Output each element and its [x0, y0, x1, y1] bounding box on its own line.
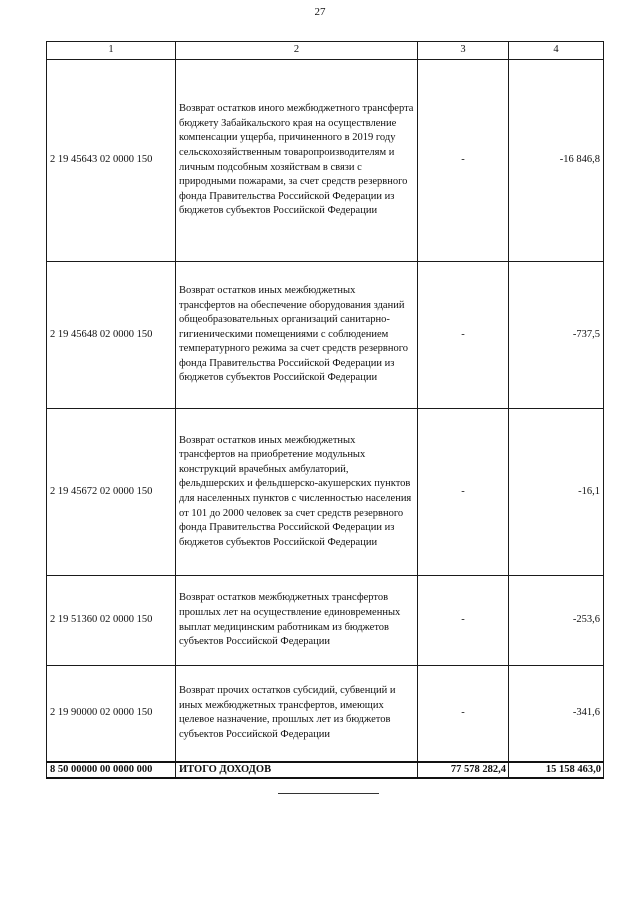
row-code: 2 19 45648 02 0000 150 [47, 262, 176, 409]
total-code: 8 50 00000 00 0000 000 [47, 762, 176, 778]
row-description: Возврат остатков иных межбюджетных трансфертов на приобретение модульных конструкций врачебных амбулаторий, фельдшерских и фельдшерско-акушерских пунктов для населенных пунктов с численностью населения от 101 до 2000 человек за счет средств резервного фонда Правительства Российской Федерации из бюджетов субъектов Российской Федерации [176, 409, 418, 576]
table-row [47, 666, 604, 762]
total-value-col4: 15 158 463,0 [509, 762, 604, 778]
row-value-col4: -253,6 [509, 576, 604, 666]
row-value-col3: - [418, 666, 509, 762]
column-header-2: 2 [176, 42, 418, 60]
budget-table [46, 41, 604, 779]
row-value-col3: - [418, 409, 509, 576]
row-code: 2 19 45643 02 0000 150 [47, 60, 176, 262]
row-code: 2 19 90000 02 0000 150 [47, 666, 176, 762]
footer-divider [278, 793, 379, 794]
total-row [47, 762, 604, 778]
column-header-3: 3 [418, 42, 509, 60]
table-row [47, 262, 604, 409]
row-value-col4: -16,1 [509, 409, 604, 576]
row-value-col3: - [418, 576, 509, 666]
row-value-col4: -16 846,8 [509, 60, 604, 262]
row-value-col3: - [418, 60, 509, 262]
row-description: Возврат остатков иного межбюджетного трансферта бюджету Забайкальского края на осуществление компенсации ущерба, причиненного в 2019 году сельскохозяйственным товаропроизводителям и личным подсобным хозяйствам в связи с природными пожарами, за счет средств резервного фонда Правительства Российской Федерации из бюджетов субъектов Российской Федерации [176, 60, 418, 262]
row-code: 2 19 45672 02 0000 150 [47, 409, 176, 576]
page-number: 27 [314, 6, 326, 18]
row-description: Возврат остатков иных межбюджетных трансфертов на обеспечение оборудования зданий общеобразовательных организаций санитарно-гигиеническими помещениями с соблюдением температурного режима за счет средств резервного фонда Правительства Российской Федерации из бюджетов субъектов Российской Федерации [176, 262, 418, 409]
header-row [47, 42, 604, 60]
column-header-1: 1 [47, 42, 176, 60]
table-row [47, 60, 604, 262]
table-row [47, 409, 604, 576]
total-label: ИТОГО ДОХОДОВ [176, 762, 418, 778]
table-row [47, 576, 604, 666]
column-header-4: 4 [509, 42, 604, 60]
total-value-col3: 77 578 282,4 [418, 762, 509, 778]
row-value-col4: -737,5 [509, 262, 604, 409]
row-value-col3: - [418, 262, 509, 409]
row-description: Возврат остатков межбюджетных трансфертов прошлых лет на осуществление единовременных выплат медицинским работникам из бюджетов субъектов Российской Федерации [176, 576, 418, 666]
row-description: Возврат прочих остатков субсидий, субвенций и иных межбюджетных трансфертов, имеющих целевое назначение, прошлых лет из бюджетов субъектов Российской Федерации [176, 666, 418, 762]
row-value-col4: -341,6 [509, 666, 604, 762]
row-code: 2 19 51360 02 0000 150 [47, 576, 176, 666]
